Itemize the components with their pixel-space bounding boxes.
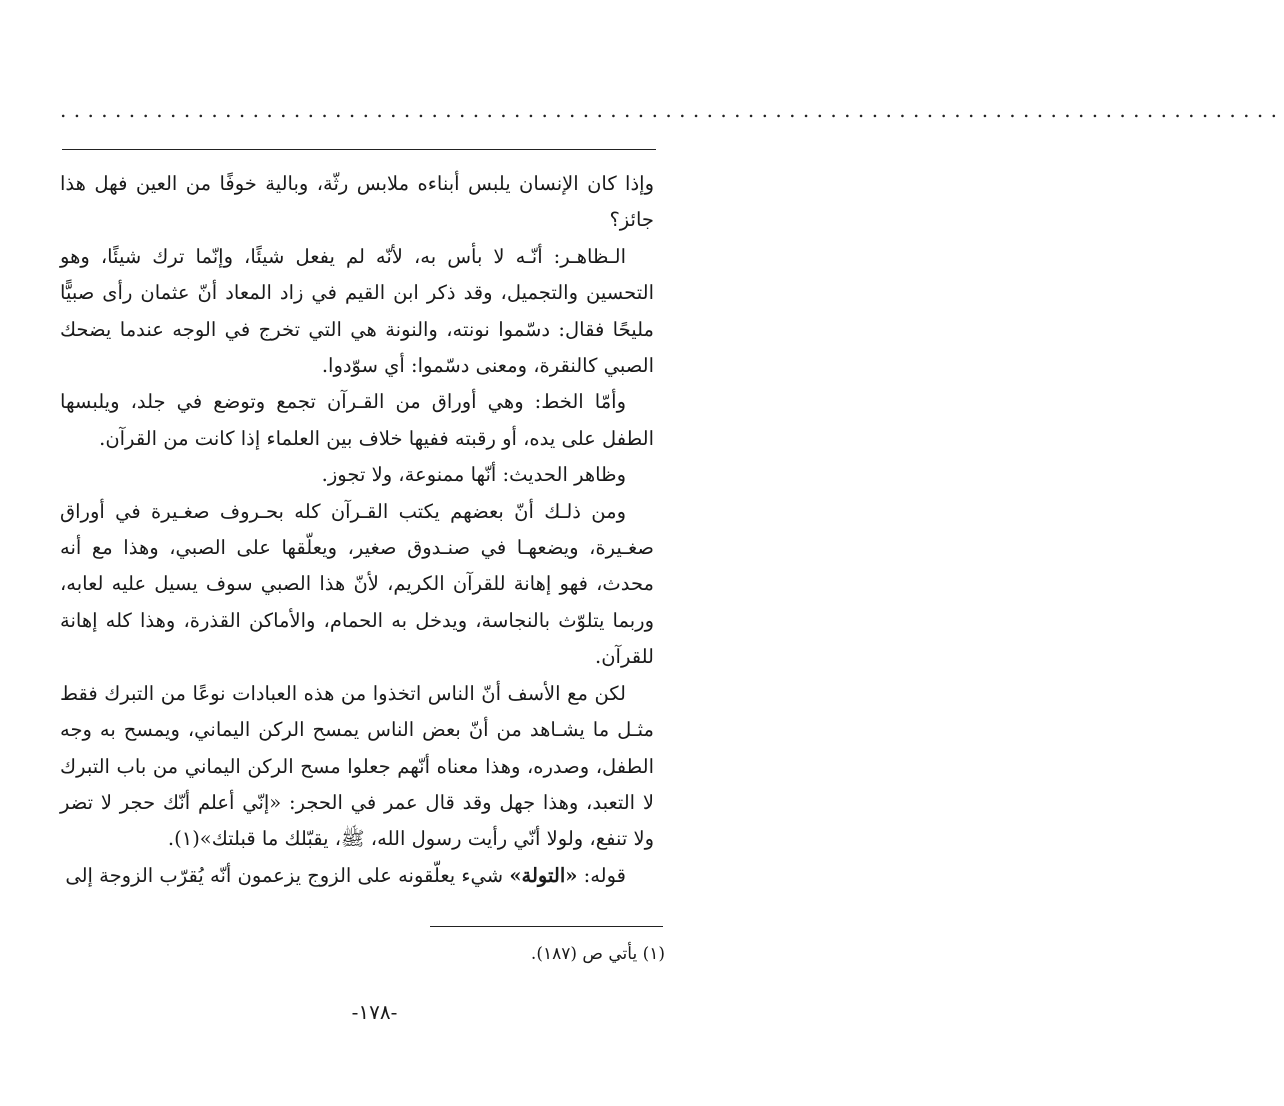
bold-term: «التولة» [509, 863, 578, 887]
lead-text: قوله: [577, 863, 626, 887]
paragraph: وظاهر الحديث: أنّها ممنوعة، ولا تجوز. [321, 463, 626, 487]
paragraph-last [60, 858, 654, 894]
paragraph: وإذا كان الإنسان يلبس أبناءه ملابس رثّة، وبالية خوفًا من العين فهل هذا جائز؟ [60, 172, 654, 232]
main-text [60, 166, 654, 894]
header-dot-leader: ......................................................................................... [60, 98, 1284, 122]
paragraph: ومن ذلـك أنّ بعضهم يكتب القـرآن كله بحـروف صغـيرة في أوراق صغـيرة، ويضعهـا في صنـدوق صغير، ويعلّقها على الصبي، وهذا مع أنه محدث، فهو إهانة للقرآن الكريم، لأنّ هذا الصبي سوف يسيل عليه لعابه، وربما يتلوّث بالنجاسة، ويدخل به الحمام، والأماكن القذرة، وهذا كله إهانة للقرآن. [60, 499, 654, 669]
continuation-text: شيء يعلّقونه على الزوج يزعمون أنّه يُقرّب الزوجة إلى [65, 863, 510, 887]
footnote-rule [430, 926, 663, 927]
footnote: (١) يأتي ص (١٨٧). [530, 944, 665, 964]
paragraph: وأمّا الخط: وهي أوراق من القـرآن تجمع وتوضع في جلد، ويلبسها الطفل على يده، أو رقبته ففيها خلاف بين العلماء إذا كانت من القرآن. [60, 390, 654, 450]
page-number: -١٧٨- [351, 1000, 398, 1024]
header-rule [62, 149, 656, 150]
paragraph: لكن مع الأسف أنّ الناس اتخذوا من هذه العبادات نوعًا من التبرك فقط مثـل ما يشـاهد من أنّ بعض الناس يمسح الركن اليماني، ويمسح به وجه الطفل، وصدره، وهذا معناه أنّهم جعلوا مسح الركن اليماني من باب التبرك لا التعبد، وهذا جهل وقد قال عمر في الحجر: «إنّي أعلم أنّك حجر لا تضر ولا تنفع، ولولا أنّي رأيت رسول الله، ﷺ، يقبّلك ما قبلتك»(١). [60, 681, 654, 851]
paragraph: الـظاهـر: أنّـه لا بأس به، لأنّه لم يفعل شيئًا، وإنّما ترك شيئًا، وهو التحسين والتجميل، وقد ذكر ابن القيم في زاد المعاد أنّ عثمان رأى صبيًّا مليحًا فقال: دسّموا نونته، والنونة هي التي تخرج في الوجه عندما يضحك الصبي كالنقرة، ومعنى دسّموا: أي سوّدوا. [60, 244, 654, 378]
